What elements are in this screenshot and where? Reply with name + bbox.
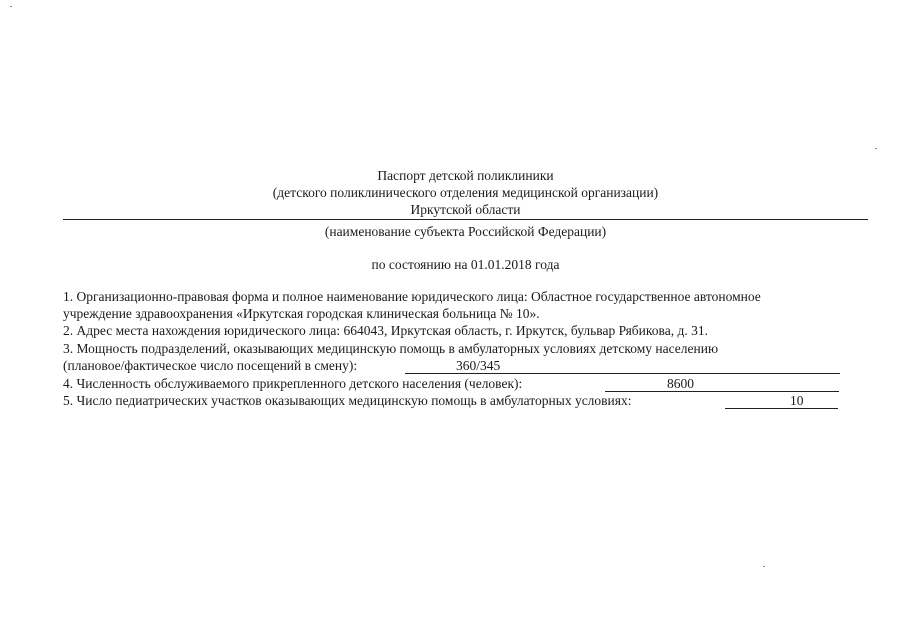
region-underline — [63, 219, 868, 220]
item-5-value: 10 — [790, 393, 804, 408]
scan-speck — [10, 6, 12, 7]
region-name: Иркутской области — [410, 202, 521, 217]
item-3-line-1: 3. Мощность подразделений, оказывающих медицинскую помощь в амбулаторных условиях детскому населению — [63, 341, 719, 356]
item-3-line-2: (плановое/фактическое число посещений в смену): — [63, 358, 358, 373]
as-of-date: по состоянию на 01.01.2018 года — [371, 257, 560, 272]
item-1-line-1: 1. Организационно-правовая форма и полное наименование юридического лица: Областное государственное автономное — [63, 289, 761, 304]
scan-speck — [763, 566, 765, 567]
item-3-value: 360/345 — [456, 358, 501, 373]
item-4-underline — [605, 391, 839, 392]
item-5: 5. Число педиатрических участков оказывающих медицинскую помощь в амбулаторных условиях: — [63, 393, 632, 408]
item-1-line-2: учреждение здравоохранения «Иркутская городская клиническая больница № 10». — [63, 306, 540, 321]
item-4: 4. Численность обслуживаемого прикрепленного детского населения (человек): — [63, 376, 523, 391]
item-2: 2. Адрес места нахождения юридического лица: 664043, Иркутская область, г. Иркутск, бульвар Рябикова, д. 31. — [63, 323, 708, 338]
item-4-value: 8600 — [667, 376, 694, 391]
scan-speck — [875, 148, 877, 149]
document-title: Паспорт детской поликлиники — [377, 168, 554, 183]
document-subtitle: (детского поликлинического отделения медицинской организации) — [272, 185, 659, 200]
item-5-underline — [725, 408, 838, 409]
region-caption: (наименование субъекта Российской Федерации) — [324, 224, 607, 239]
